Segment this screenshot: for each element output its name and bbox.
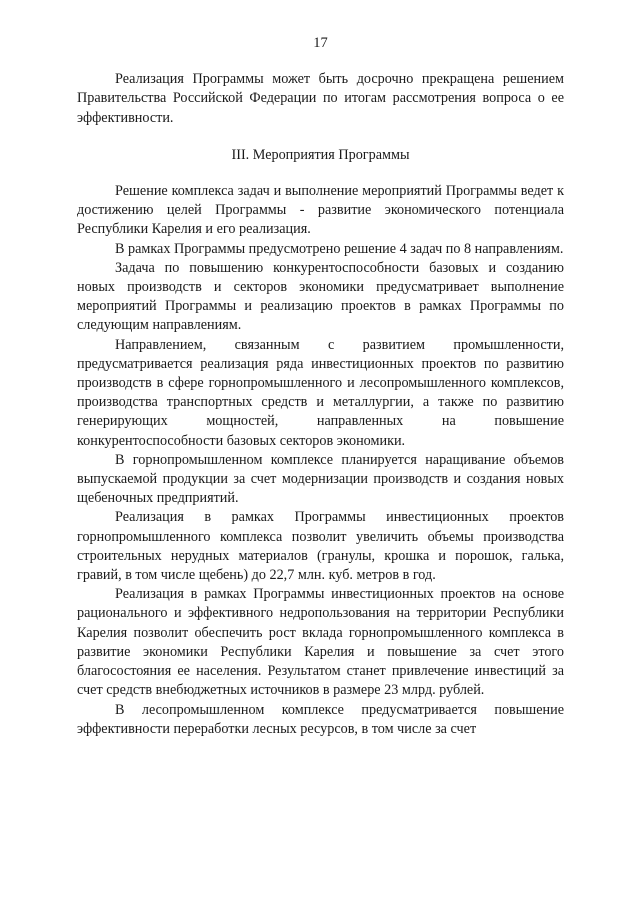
- document-page: [77, 34, 564, 739]
- paragraph-tasks: В рамках Программы предусмотрено решение 4 задач по 8 направлениям.: [115, 240, 564, 257]
- paragraph-industry: Направлением, связанным с развитием промышленности, предусматривается реализация ряда инвестиционных проектов по развитию производств в сфере горнопромышленного и лесопромышленного комплексов, производства транспортных средств и металлургии, а также по развитию генерирующих мощностей, направленных на повышение конкурентоспособности базовых секторов экономики.: [77, 336, 564, 449]
- section-heading: III. Мероприятия Программы: [231, 146, 410, 163]
- paragraph-competitiveness: Задача по повышению конкурентоспособности базовых и созданию новых производств и секторов экономики предусматривает выполнение мероприятий Программы и реализацию проектов в рамках Программы по следующим направлениям.: [77, 259, 564, 334]
- intro-paragraph: Реализация Программы может быть досрочно прекращена решением Правительства Российской Федерации по итогам рассмотрения вопроса о ее эффективности.: [77, 71, 564, 126]
- paragraph-subsoil: Реализация в рамках Программы инвестиционных проектов на основе рационального и эффективного недропользования на территории Республики Карелия позволит обеспечить рост вклада горнопромышленного комплекса в развитие экономики Республики Карелия и повышение за счет этого благосостояния ее населения. Результатом станет привлечение инвестиций за счет средств внебюджетных источников в размере 23 млрд. рублей.: [77, 586, 564, 699]
- paragraph-mining-projects: Реализация в рамках Программы инвестиционных проектов горнопромышленного комплекса позволит увеличить объемы производства строительных нерудных материалов (гранулы, крошка и порошок, галька, гравий, в том числе щебень) до 22,7 млн. куб. метров в год.: [77, 509, 564, 584]
- paragraph-goals: Решение комплекса задач и выполнение мероприятий Программы ведет к достижению целей Программы - развитие экономического потенциала Республики Карелия и его реализация.: [77, 183, 564, 238]
- paragraph-forestry: В лесопромышленном комплексе предусматривается повышение эффективности переработки лесных ресурсов, в том числе за счет: [77, 701, 564, 737]
- page-number: 17: [313, 35, 328, 51]
- paragraph-mining: В горнопромышленном комплексе планируется наращивание объемов выпускаемой продукции за счет модернизации производств и создания новых щебеночных предприятий.: [77, 451, 564, 507]
